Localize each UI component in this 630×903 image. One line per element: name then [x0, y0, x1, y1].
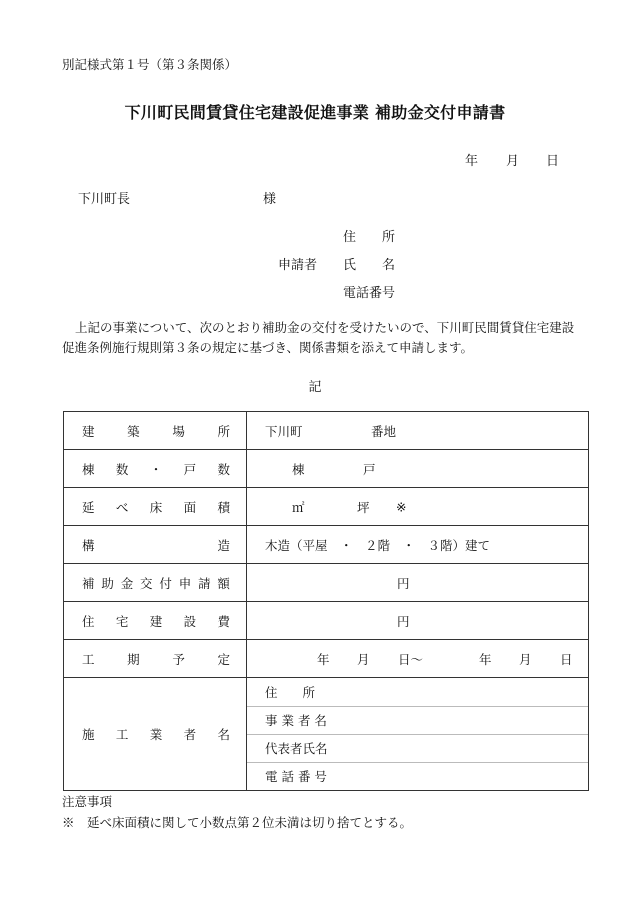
label-char: 金	[120, 575, 134, 591]
label-char: 宅	[115, 613, 129, 629]
label-structure	[64, 526, 247, 564]
row-contractor	[64, 678, 589, 791]
applicant-label: 申請者	[278, 258, 318, 273]
label-char: 設	[183, 613, 197, 629]
label-char: 費	[217, 613, 230, 629]
spread-label	[64, 574, 246, 592]
units-ton: 棟	[292, 461, 305, 477]
date-day: 日	[546, 154, 560, 169]
spread-label	[64, 650, 246, 668]
label-period	[64, 640, 247, 678]
location-town: 下川町	[265, 423, 303, 439]
label-char: 請	[198, 575, 211, 591]
row-period	[64, 640, 589, 678]
row-location	[64, 412, 589, 450]
spread-label	[64, 536, 246, 554]
label-char: 数	[217, 461, 230, 477]
addressee: 下川町長	[78, 192, 131, 207]
body-text: 上記の事業について、次のとおり補助金の交付を受けたいので、下川町民間賃貸住宅建設促進条例施行規則第３条の規定に基づき、関係書類を添えて申請します。	[62, 320, 575, 355]
label-char: 積	[217, 499, 230, 515]
row-floor-area	[64, 488, 589, 526]
value-structure[interactable]	[247, 526, 589, 564]
label-char: 場	[172, 423, 185, 439]
label-char: 付	[159, 575, 172, 591]
contractor-representative[interactable]: 代表者氏名	[247, 734, 588, 762]
period-day-2: 日	[560, 651, 573, 667]
label-char: 業	[149, 727, 163, 742]
label-char: 名	[217, 727, 230, 742]
period-month-2: 月	[519, 651, 532, 667]
label-location	[64, 412, 247, 450]
form-number: 別記様式第１号（第３条関係）	[62, 57, 238, 72]
period-day-1: 日～	[398, 651, 424, 667]
structure-value: 木造（平屋 ・ ２階 ・ ３階）建て	[265, 537, 491, 553]
label-char: 築	[127, 423, 140, 439]
label-char: 住	[82, 613, 95, 629]
applicant-address-label: 住 所	[343, 230, 396, 245]
label-char: 期	[127, 651, 140, 667]
applicant-name-label: 氏 名	[343, 258, 396, 273]
notes-title: 注意事項	[62, 794, 113, 809]
label-char: 床	[149, 499, 163, 515]
location-banchi: 番地	[371, 423, 397, 439]
contractor-company[interactable]: 事 業 者 名	[247, 706, 588, 734]
label-char: 申	[178, 575, 192, 591]
label-char: 施	[82, 727, 95, 742]
label-construction-cost	[64, 602, 247, 640]
applicant-phone-label: 電話番号	[343, 286, 396, 301]
label-char: 延	[82, 499, 95, 515]
floor-area-sqm: ㎡	[292, 499, 305, 515]
label-char: 造	[217, 537, 230, 553]
label-char: 建	[82, 423, 95, 439]
label-char: 所	[217, 423, 230, 439]
value-contractor	[247, 678, 589, 791]
label-char: 工	[82, 651, 95, 667]
contractor-phone[interactable]: 電 話 番 号	[265, 769, 327, 784]
spread-label	[64, 725, 246, 743]
document-title: 下川町民間賃貸住宅建設促進事業 補助金交付申請書	[124, 103, 506, 122]
label-char: 数	[115, 461, 129, 477]
label-char: 者	[183, 727, 197, 742]
value-period[interactable]	[247, 640, 589, 678]
label-char: 助	[101, 575, 114, 591]
units-ko: 戸	[363, 461, 376, 477]
application-table	[63, 411, 589, 791]
label-char: 工	[115, 727, 129, 742]
period-month-1: 月	[357, 651, 370, 667]
label-char: 額	[217, 575, 230, 591]
label-char: 補	[82, 575, 95, 591]
spread-label	[64, 612, 246, 630]
honorific: 様	[263, 192, 277, 207]
value-units[interactable]	[247, 450, 589, 488]
value-floor-area[interactable]	[247, 488, 589, 526]
floor-area-mark: ※	[396, 499, 407, 514]
label-floor-area	[64, 488, 247, 526]
label-char: 交	[140, 575, 153, 591]
label-units	[64, 450, 247, 488]
note-item: ※ 延べ床面積に関して小数点第２位未満は切り捨てとする。	[62, 815, 413, 830]
row-units	[64, 450, 589, 488]
value-location[interactable]	[247, 412, 589, 450]
label-subsidy-amount	[64, 564, 247, 602]
label-char: 面	[183, 499, 197, 515]
subsidy-yen: 円	[397, 575, 410, 591]
cost-yen: 円	[397, 613, 410, 629]
ki-heading: 記	[308, 380, 322, 395]
spread-label	[64, 422, 246, 440]
floor-area-tsubo: 坪	[357, 499, 370, 515]
date-year: 年	[465, 154, 479, 169]
label-char: 定	[217, 651, 230, 667]
spread-label	[64, 460, 246, 478]
spread-label	[64, 498, 246, 516]
value-construction-cost[interactable]	[247, 602, 589, 640]
label-char: 戸	[183, 461, 197, 477]
period-year-2: 年	[479, 651, 492, 667]
label-char: ・	[149, 461, 163, 477]
label-char: 建	[149, 613, 163, 629]
row-structure	[64, 526, 589, 564]
contractor-fields	[247, 679, 588, 790]
label-char: 棟	[82, 461, 95, 477]
contractor-address[interactable]: 住 所	[247, 679, 588, 707]
row-subsidy-amount	[64, 564, 589, 602]
label-contractor	[64, 678, 247, 791]
label-char: 構	[82, 537, 95, 553]
row-construction-cost	[64, 602, 589, 640]
label-char: べ	[115, 499, 129, 515]
value-subsidy-amount[interactable]	[247, 564, 589, 602]
period-year-1: 年	[317, 651, 330, 667]
date-month: 月	[506, 154, 520, 169]
label-char: 予	[172, 651, 185, 667]
